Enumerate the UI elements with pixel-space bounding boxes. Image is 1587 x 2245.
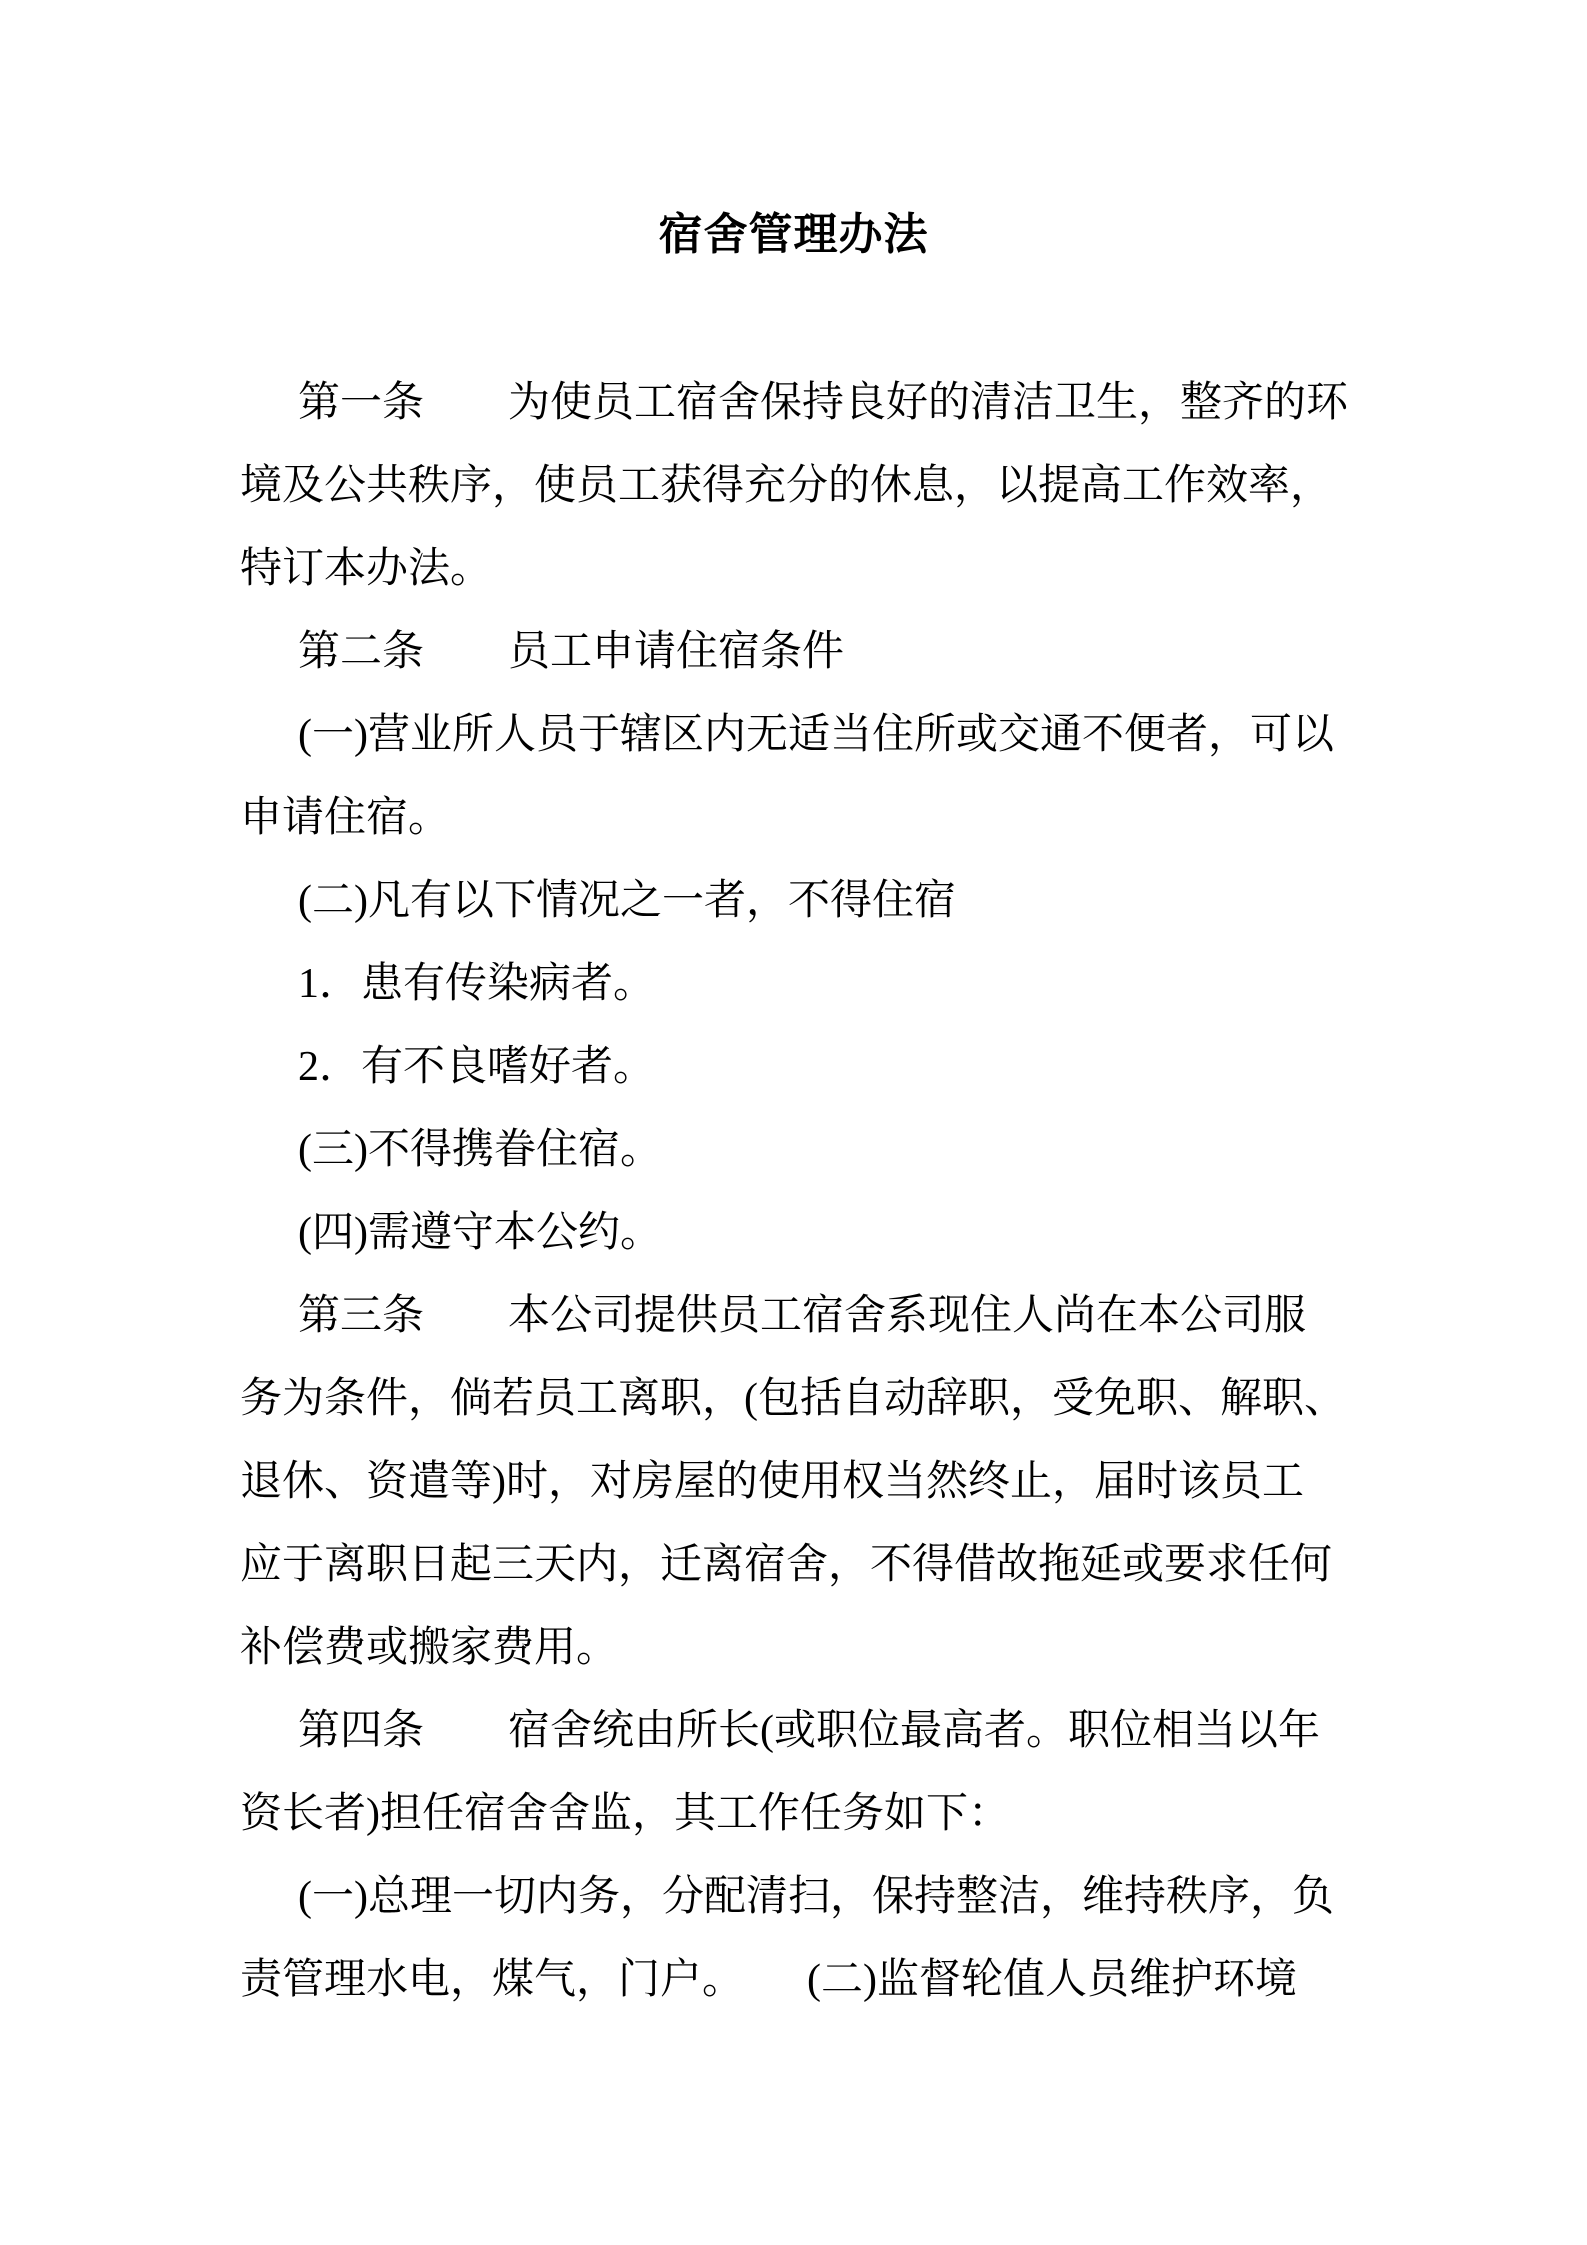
text-line: (三)不得携眷住宿。	[298, 1127, 662, 1173]
text-line: 务为条件，倘若员工离职，(包括自动辞职，受免职、解职、	[240, 1376, 1346, 1422]
text-line: 资长者)担任宿舍舍监，其工作任务如下：	[240, 1791, 1010, 1837]
text-line: 应于离职日起三天内，迁离宿舍，不得借故拖延或要求任何	[240, 1542, 1333, 1588]
document-body	[0, 362, 1400, 2022]
text-line: 特订本办法。	[240, 546, 493, 592]
text-line: (二)凡有以下情况之一者，不得住宿	[298, 878, 956, 924]
text-line: (四)需遵守本公约。	[298, 1210, 662, 1256]
text-line: 境及公共秩序，使员工获得充分的休息，以提高工作效率，	[240, 463, 1333, 509]
text-line: 退休、资遣等)时，对房屋的使用权当然终止，届时该员工	[240, 1459, 1304, 1505]
text-line: 第一条 为使员工宿舍保持良好的清洁卫生，整齐的环	[298, 380, 1349, 426]
text-line: 补偿费或搬家费用。	[240, 1625, 619, 1671]
text-line: 第三条 本公司提供员工宿舍系现住人尚在本公司服	[298, 1293, 1307, 1339]
text-line: 2．有不良嗜好者。	[298, 1044, 656, 1090]
text-line: 申请住宿。	[240, 795, 451, 841]
text-line: 第二条 员工申请住宿条件	[298, 629, 845, 675]
text-line: (一)总理一切内务，分配清扫，保持整洁，维持秩序，负	[298, 1874, 1334, 1920]
document-title: 宿舍管理办法	[658, 210, 929, 259]
text-line: 第四条 宿舍统由所长(或职位最高者。职位相当以年	[298, 1708, 1320, 1754]
text-line: 1．患有传染病者。	[298, 961, 656, 1007]
text-line: (一)营业所人员于辖区内无适当住所或交通不便者，可以	[298, 712, 1334, 758]
text-line: 责管理水电，煤气，门户。 (二)监督轮值人员维护环境	[240, 1957, 1297, 2003]
